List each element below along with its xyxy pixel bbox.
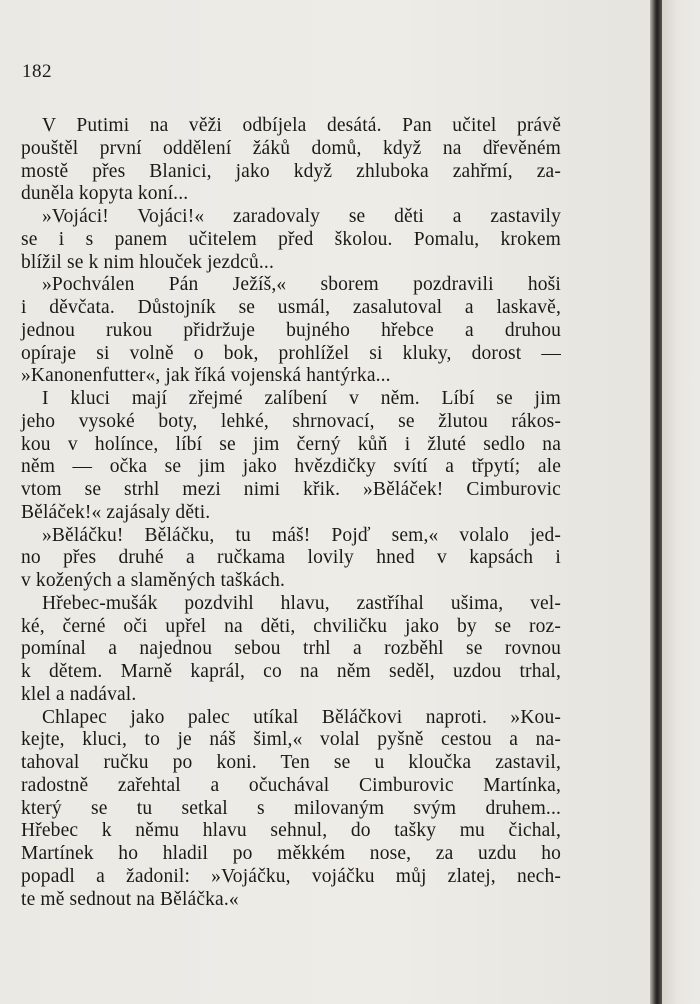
text-line: duněla kopyta koní... — [21, 183, 189, 205]
text-line: ké, černé oči upřel na děti, chviličku jako by se roz- — [21, 615, 561, 637]
text-line: »Běláčku! Běláčku, tu máš! Pojď sem,« volalo jed- — [42, 524, 561, 546]
text-line: v kožených a slaměných taškách. — [21, 570, 286, 591]
text-line: blížil se k nim hlouček jezdců... — [21, 251, 274, 273]
body-text — [21, 115, 561, 911]
text-line: mostě přes Blanici, jako když zhluboka zahřmí, za- — [21, 160, 561, 182]
text-line: kejte, kluci, to je náš šiml,« volal pyšně cestou a na- — [21, 729, 561, 751]
text-line: Chlapec jako palec utíkal Běláčkovi naproti. »Kou- — [42, 706, 561, 728]
text-line: radostně zařehtal a očuchával Cimburovic Martínka, — [21, 774, 561, 796]
text-line: k dětem. Marně kaprál, co na něm seděl, uzdou trhal, — [21, 661, 561, 682]
text-line: kou v holínce, líbí se jim černý kůň i žluté sedlo na — [21, 433, 561, 455]
text-line: pomínal a najednou sebou trhl a rozběhl se rovnou — [21, 638, 561, 660]
text-line: jednou rukou přidržuje bujného hřebce a druhou — [21, 319, 561, 341]
text-line: jeho vysoké boty, lehké, shrnovací, se žlutou rákos- — [21, 410, 561, 432]
text-line: »Kanonenfutter«, jak říká vojenská hantýrka... — [21, 365, 391, 387]
text-line: něm — očka se jim jako hvězdičky svítí a třpytí; ale — [21, 456, 561, 478]
text-line: se i s panem učitelem před školou. Pomalu, krokem — [21, 228, 561, 250]
text-line: te mě sednout na Běláčka.« — [21, 888, 239, 910]
text-line: pouštěl první oddělení žáků domů, když na dřevěném — [21, 137, 561, 159]
text-line: Hřebec k němu hlavu sehnul, do tašky mu čichal, — [21, 820, 561, 842]
text-line: opíraje si volně o bok, prohlížel si kluky, dorost — — [21, 342, 561, 364]
text-line: »Vojáci! Vojáci!« zaradovaly se děti a zastavily — [42, 206, 561, 227]
facing-page-edge — [662, 0, 700, 1004]
text-line: vtom se strhl mezi nimi křik. »Běláček! Cimburovic — [21, 479, 561, 500]
text-line: Martínek ho hladil po měkkém nose, za uzdu ho — [21, 843, 561, 864]
text-line: který se tu setkal s milovaným svým druhem... — [21, 797, 561, 819]
text-line: »Pochválen Pán Ježíš,« sborem pozdravili hoši — [42, 274, 561, 296]
text-line: V Putimi na věži odbíjela desátá. Pan učitel právě — [42, 115, 561, 136]
text-line: i děvčata. Důstojník se usmál, zasalutoval a laskavě, — [21, 297, 561, 318]
text-line: Hřebec-mušák pozdvihl hlavu, zastříhal ušima, vel- — [42, 592, 561, 614]
book-gutter — [650, 0, 662, 1004]
page-number: 182 — [22, 61, 52, 82]
text-line: I kluci mají zřejmé zalíbení v něm. Líbí se jim — [42, 388, 561, 409]
text-line: popadl a žadonil: »Vojáčku, vojáčku můj zlatej, nech- — [21, 865, 561, 887]
text-line: tahoval ručku po koni. Ten se u kloučka zastavil, — [21, 752, 561, 773]
text-line: klel a nadával. — [21, 683, 137, 705]
text-line: no přes druhé a ručkama lovily hned v kapsách i — [21, 547, 561, 569]
text-line: Běláček!« zajásaly děti. — [21, 501, 211, 523]
